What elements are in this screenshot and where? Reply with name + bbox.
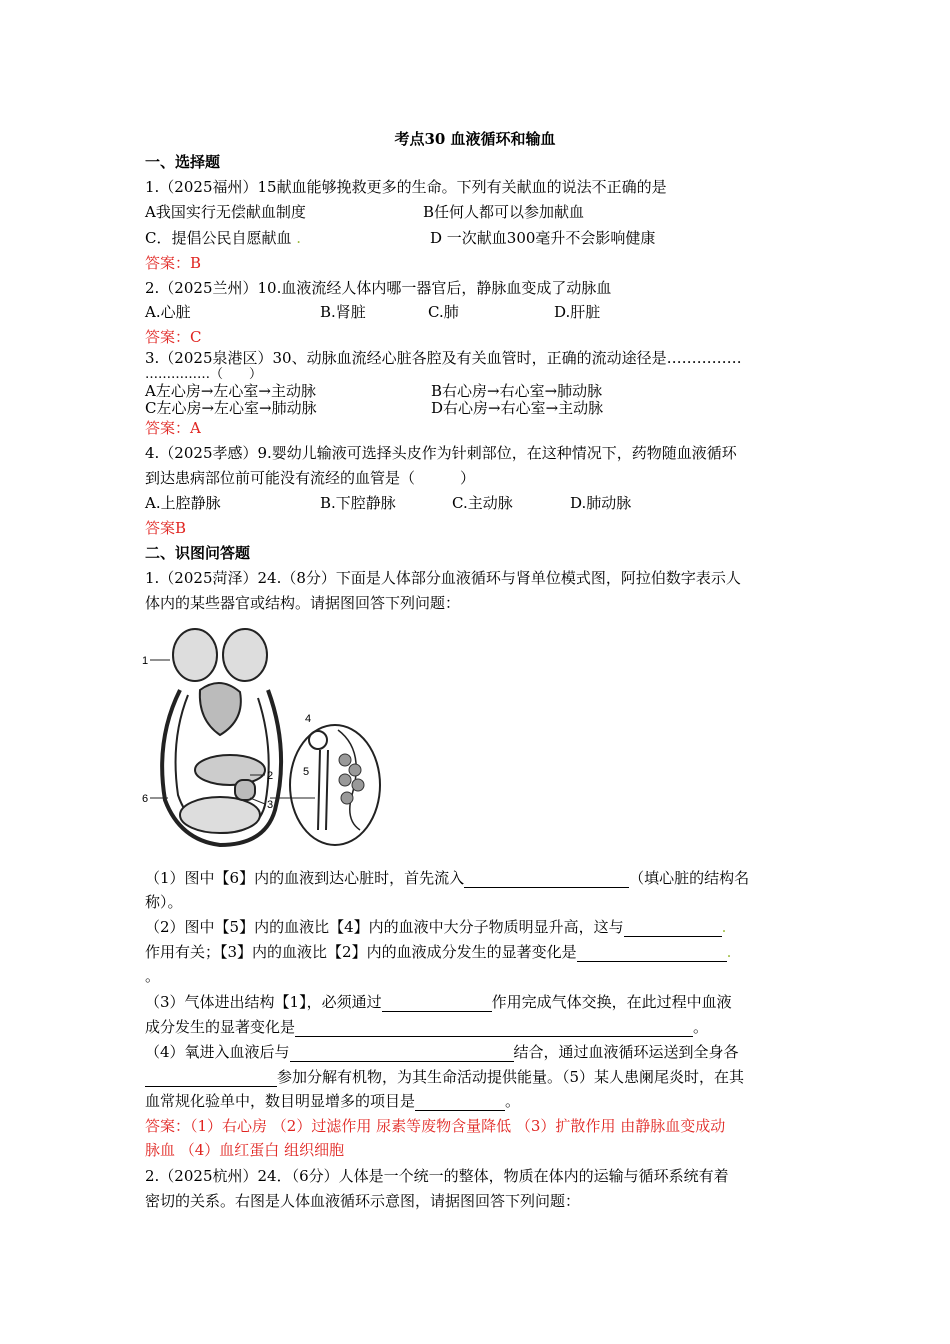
p1-sub2-cont: 作用有关；【3】内的血液比【2】内的血液成分发生的显著变化是 . [145,943,732,961]
p2-stem: 2.（2025杭州）24．（6分）人体是一个统一的整体，物质在体内的运输与循环系统有着 [145,1167,729,1185]
p1-sub1-cont: 称）。 [145,893,183,911]
section-heading-choice: 一、选择题 [145,153,221,171]
q4-option-a: A.上腔静脉 [145,494,221,512]
fig-label-5: 5 [303,766,310,778]
fig-label-4: 4 [305,713,312,725]
q1-option-a: A我国实行无偿献血制度 [145,203,306,221]
q4-option-b: B.下腔静脉 [320,494,396,512]
q2-option-a: A.心脏 [145,303,191,321]
fig-label-6: 6 [142,793,149,805]
p2-stem-cont: 密切的关系。右图是人体血液循环示意图，请据图回答下列问题： [145,1192,581,1210]
q1-stem: 1.（2025福州）15献血能够挽救更多的生命。下列有关献血的说法不正确的是 [145,178,667,196]
p1-sub2-end: 。 [145,967,161,985]
p1-sub3: （3）气体进出结构【1】，必须通过 作用完成气体交换，在此过程中血液 [145,993,732,1011]
q4-option-d: D.肺动脉 [570,494,632,512]
page-title: 考点30 血液循环和输血 [394,130,556,148]
p1-stem-cont: 体内的某些器官或结构。请据图回答下列问题： [145,594,461,612]
q2-stem: 2.（2025兰州）10.血液流经人体内哪一器官后，静脉血变成了动脉血 [145,279,612,297]
fig-label-1: 1 [142,655,149,667]
fig-label-2: 2 [267,770,274,782]
q4-stem-cont: 到达患病部位前可能没有流经的血管是（ ） [145,469,476,487]
q2-answer: 答案：C [145,328,202,346]
q2-option-b: B.肾脏 [320,303,366,321]
q2-option-d: D.肝脏 [554,303,601,321]
p1-sub1: （1）图中【6】内的血液到达心脏时，首先流入 （填心脏的结构名 [145,869,750,887]
section-heading-diagram: 二、识图问答题 [145,544,251,562]
q4-answer: 答案B [145,519,187,537]
q1-option-c: C．提倡公民自愿献血 . [145,229,302,247]
q1-option-d: D 一次献血300毫升不会影响健康 [430,229,656,247]
q3-option-a: A左心房→左心室→主动脉 [145,382,316,400]
q3-option-c: C左心房→左心室→肺动脉 [145,399,317,417]
p1-stem: 1.（2025菏泽）24.（8分）下面是人体部分血液循环与肾单位模式图，阿拉伯数字表示人 [145,569,741,587]
q1-answer: 答案：B [145,254,202,272]
p1-sub4: （4）氧进入血液后与 结合，通过血液循环运送到全身各 [145,1043,739,1061]
p1-sub2: （2）图中【5】内的血液比【4】内的血液中大分子物质明显升高，这与 . [145,918,727,936]
p1-sub3-cont: 成分发生的显著变化是 。 [145,1018,709,1036]
q3-stem: 3.（2025泉港区）30、动脉血流经心脏各腔及有关血管时，正确的流动途径是…………… [145,349,742,367]
circulation-nephron-diagram [140,620,390,852]
q4-option-c: C.主动脉 [452,494,513,512]
p1-sub5: 血常规化验单中，数目明显增多的项目是 。 [145,1092,521,1110]
p1-answer-cont: 脉血 （4）血红蛋白 组织细胞 [145,1141,345,1159]
p1-sub4-cont: 参加分解有机物，为其生命活动提供能量。（5）某人患阑尾炎时，在其 [145,1067,744,1087]
q1-option-b: B任何人都可以参加献血 [423,203,585,221]
q3-option-d: D右心房→右心室→主动脉 [431,399,604,417]
q2-option-c: C.肺 [428,303,459,321]
fig-label-3: 3 [267,799,274,811]
p1-answer: 答案：（1）右心房 （2）过滤作用 尿素等废物含量降低 （3）扩散作用 由静脉血变成动 [145,1117,726,1135]
q4-stem: 4.（2025孝感）9.婴幼儿输液可选择头皮作为针刺部位，在这种情况下，药物随血液循环 [145,444,737,462]
q3-option-b: B右心房→右心室→肺动脉 [431,382,603,400]
q3-answer: 答案：A [145,419,201,437]
q3-stem-cont: ……………（ ） [145,367,263,382]
